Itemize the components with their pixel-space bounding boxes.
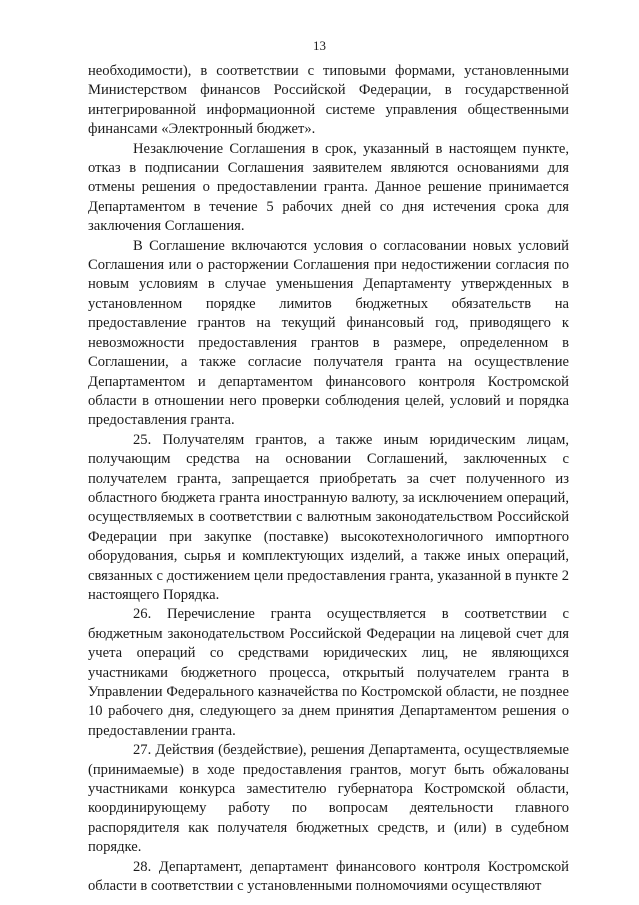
page-number: 13 xyxy=(313,38,326,53)
document-body xyxy=(88,62,569,896)
paragraph-non-conclusion: Незаключение Соглашения в срок, указанный в настоящем пункте, отказ в подписании Соглашения заявителем являются основаниями для отмены решения о предоставлении гранта. Данное решение принимается Департаментом в течение 5 рабочих дней со дня истечения срока для заключения Соглашения. xyxy=(88,140,569,235)
paragraph-item-26: 26. Перечисление гранта осуществляется в соответствии с бюджетным законодательством Российской Федерации на лицевой счет для учета операций со средствами юридических лиц, не являющихся участниками бюджетного процесса, открытый получателем гранта в Управлении Федерального казначейства по Костромской области, не позднее 10 рабочего дня, следующего за днем принятия Департаментом решения о предоставлении гранта. xyxy=(88,606,569,739)
paragraph-item-25: 25. Получателям грантов, а также иным юридическим лицам, получающим средства на основании Соглашений, заключенных с получателем гранта, запрещается приобретать за счет полученного из областного бюджета гранта иностранную валюту, за исключением операций, осуществляемых в соответствии с валютным законодательством Российской Федерации при закупке (поставке) высокотехнологичного импортного оборудования, сырья и комплектующих изделий, а также иных операций, связанных с достижением цели предоставления гранта, указанной в пункте 2 настоящего Порядка. xyxy=(88,431,569,603)
paragraph-item-28: 28. Департамент, департамент финансового контроля Костромской области в соответствии с установленными полномочиями осуществляют xyxy=(88,858,569,895)
paragraph-item-27: 27. Действия (бездействие), решения Департамента, осуществляемые (принимаемые) в ходе предоставления грантов, могут быть обжалованы участниками конкурса заместителю губернатора Костромской области, координирующему работу по вопросам деятельности главного распорядителя как получателя бюджетных средств, и (или) в судебном порядке. xyxy=(88,742,569,856)
paragraph-continuation: необходимости), в соответствии с типовыми формами, установленными Министерством финансов Российской Федерации, в государственной интегрированной информационной системе управления общественными финансами «Электронный бюджет». xyxy=(88,63,569,138)
paragraph-agreement-conditions: В Соглашение включаются условия о согласовании новых условий Соглашения или о расторжении Соглашения при недостижении согласия по новым условиям в случае уменьшения Департаменту утвержденных в установленном порядке лимитов бюджетных обязательств на предоставление грантов на текущий финансовый год, приводящего к невозможности предоставления грантов в размере, определенном в Соглашении, а также согласие получателя гранта на осуществление Департаментом и департаментом финансового контроля Костромской области в отношении него проверки соблюдения целей, условий и порядка предоставления гранта. xyxy=(88,237,569,429)
